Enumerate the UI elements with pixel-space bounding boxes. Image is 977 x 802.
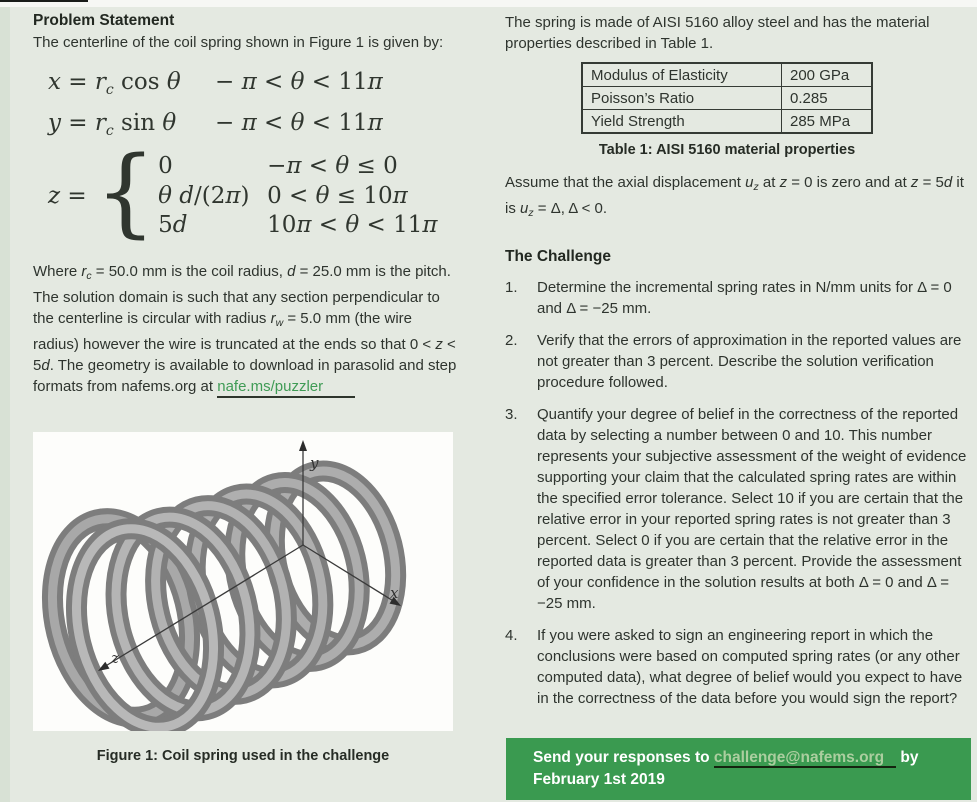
- text-run: c: [86, 269, 92, 282]
- intro-paragraph: The centerline of the coil spring shown in Figure 1 is given by:: [33, 34, 444, 51]
- page-edge-artifact: [0, 0, 88, 2]
- text-run: z: [779, 174, 788, 191]
- text-run: 0 <: [267, 182, 316, 209]
- problem-statement-heading: Problem Statement: [33, 12, 175, 29]
- equation-y-domain: [215, 107, 457, 148]
- text-run: π: [241, 110, 257, 136]
- text-run: π: [367, 69, 383, 95]
- page-left-strip: [0, 7, 10, 802]
- text-run: <: [256, 69, 291, 95]
- text-run: = 5.0 mm (the wire radius) however the wire is truncated at the ends so that 0 <: [33, 309, 436, 353]
- puzzler-link[interactable]: nafe.ms/puzzler: [217, 378, 355, 398]
- text-run: < 11: [359, 212, 423, 238]
- left-column: [33, 12, 457, 397]
- text-run: sin: [113, 110, 163, 136]
- z-axis-arrow: [98, 662, 110, 671]
- text-run: −: [267, 153, 287, 179]
- property-value-cell: 285 MPa: [782, 110, 873, 134]
- text-run: d: [41, 356, 50, 374]
- property-value-cell: 0.285: [782, 87, 873, 110]
- equation-z: z = { 0 −π < θ ≤ 0 θ d/(2π) 0 < θ ≤ 10π 5d 10π < θ < 11π: [48, 136, 438, 249]
- property-name-cell: Yield Strength: [582, 110, 782, 134]
- text-run: =: [60, 69, 95, 95]
- text-run: d: [179, 182, 194, 209]
- equation-x-domain: [215, 66, 457, 107]
- item-text: Verify that the errors of approximation in the reported values are not greater than 3 percent. Describe the solution verification procedure followed.: [537, 332, 962, 391]
- figure-caption: Figure 1: Coil spring used in the challenge: [96, 748, 390, 764]
- text-run: −: [215, 69, 242, 95]
- text-run: θ: [162, 110, 177, 136]
- text-run: c: [105, 123, 114, 139]
- text-run: d: [287, 262, 296, 280]
- challenge-item-1: [505, 277, 970, 319]
- z-case-value: [158, 182, 267, 212]
- challenge-email-link[interactable]: challenge@nafems.org: [714, 749, 896, 768]
- material-properties-table: [581, 62, 873, 134]
- table-row: [582, 110, 872, 134]
- text-run: θ: [290, 110, 305, 136]
- text-run: π: [367, 110, 383, 136]
- equation-z-cases: [158, 152, 437, 241]
- text-run: θ: [335, 153, 350, 179]
- text-run: /(2: [193, 182, 226, 209]
- y-axis-label: y: [310, 454, 319, 472]
- text-run: π: [241, 69, 257, 95]
- text-run: = 0 is zero and at: [787, 174, 911, 191]
- text-run: −: [215, 110, 242, 136]
- table-row: [582, 87, 872, 110]
- material-table-block: [581, 62, 873, 158]
- text-run: <: [256, 110, 291, 136]
- text-run: θ: [158, 182, 180, 209]
- spring-coils: [57, 458, 414, 731]
- right-column: [505, 12, 970, 709]
- property-name-cell: Poisson’s Ratio: [582, 87, 782, 110]
- z-case-cond: [267, 152, 437, 182]
- text-run: <: [311, 212, 346, 238]
- material-intro-paragraph: The spring is made of AISI 5160 alloy steel and has the material properties described in Table 1.: [505, 14, 930, 52]
- text-run: π: [422, 212, 438, 238]
- text-run: Assume that the axial displacement: [505, 174, 746, 191]
- item-text: Determine the incremental spring rates in N/mm units for Δ = 0 and Δ = −25 mm.: [537, 279, 952, 317]
- page-top-band: [0, 0, 977, 7]
- z-case-cond: [267, 211, 437, 241]
- equation-x: [48, 66, 457, 107]
- text-run: θ: [315, 182, 330, 209]
- text-run: r: [94, 110, 106, 136]
- responses-banner: [506, 738, 971, 800]
- text-run: r: [270, 309, 276, 327]
- text-run: < 5: [33, 335, 456, 374]
- text-run: < 11: [304, 69, 368, 95]
- text-run: at: [758, 174, 780, 191]
- table-caption: Table 1: AISI 5160 material properties: [598, 142, 856, 158]
- text-run: θ: [290, 69, 305, 95]
- text-run: r: [81, 262, 87, 280]
- text-run: = 25.0 mm is the pitch. The solution domain is such that any section perpendicular to the centerline is circular with radius: [33, 262, 451, 327]
- property-name-cell: Modulus of Elasticity: [582, 63, 782, 87]
- text-run: z: [910, 174, 919, 191]
- table-row: [582, 63, 872, 87]
- text-run: π: [286, 153, 302, 179]
- text-run: = Δ, Δ < 0.: [533, 200, 608, 217]
- text-run: by February 1st 2019: [533, 749, 919, 788]
- text-run: θ: [345, 212, 360, 238]
- text-run: = 50.0 mm is the coil radius,: [91, 262, 288, 280]
- where-paragraph: [33, 261, 457, 397]
- item-number: 1.: [505, 279, 518, 296]
- text-run: π: [296, 212, 312, 238]
- text-run: w: [275, 316, 284, 329]
- text-run: c: [105, 82, 114, 98]
- text-run: π: [225, 182, 241, 209]
- x-axis-label: x: [390, 584, 399, 602]
- item-number: 2.: [505, 332, 518, 349]
- coil-spring-illustration: [33, 432, 453, 731]
- item-text: If you were asked to sign an engineering report in which the conclusions were based on computed spring rates (or any other computed data), what degree of belief would you expect to have in the correctness of the data before you would sign the report?: [537, 627, 963, 707]
- text-run: <: [301, 153, 336, 179]
- text-run: < 11: [304, 110, 368, 136]
- centerline-equations: [48, 66, 457, 249]
- equation-z-lhs: [48, 183, 95, 209]
- z-case-value: [158, 152, 267, 182]
- assume-paragraph: [505, 172, 970, 224]
- text-run: y: [48, 110, 61, 136]
- z-case-value: [158, 211, 267, 241]
- z-axis-label: z: [111, 649, 119, 667]
- text-run: it is: [505, 174, 964, 217]
- text-run: z: [435, 335, 443, 353]
- challenge-item-3: [505, 404, 970, 614]
- text-run: 10: [267, 212, 297, 238]
- text-run: =: [61, 110, 95, 136]
- text-run: = 5: [918, 174, 944, 191]
- text-run: Where: [33, 262, 82, 280]
- text-run: x: [48, 69, 61, 95]
- text-run: z: [48, 183, 61, 210]
- text-run: cos: [113, 69, 167, 95]
- text-run: u: [745, 174, 754, 191]
- text-run: π: [392, 182, 408, 209]
- figure-1: [33, 432, 453, 731]
- y-axis-arrow: [299, 440, 307, 451]
- challenge-item-2: [505, 330, 970, 393]
- text-run: Send your responses to: [533, 749, 714, 766]
- item-text: Quantify your degree of belief in the correctness of the reported data by selecting a number between 0 and 10. This number represents your subjective assessment of the weight of evidence supporting your claim that the calculated spring rates are within the specified error tolerance. Select 10 if you are certain that the relative error in your reported spring rates is not greater than 3 percent. Select 0 if you are certain that the relative error in the reported data is greater than 3 percent. Provide the assessment of your confidence in the solution results at both Δ = 0 and Δ = −25 mm.: [537, 406, 967, 612]
- text-run: 5: [158, 212, 173, 238]
- text-run: d: [943, 174, 953, 191]
- item-number: 3.: [505, 406, 518, 423]
- challenge-heading: The Challenge: [505, 248, 611, 265]
- text-run: 0: [158, 153, 173, 179]
- item-number: 4.: [505, 627, 518, 644]
- z-case-cond: [267, 182, 437, 212]
- text-run: u: [520, 200, 529, 217]
- text-run: =: [60, 183, 87, 210]
- text-run: ≤ 10: [329, 182, 393, 209]
- text-run: r: [94, 69, 106, 95]
- text-run: θ: [166, 69, 181, 95]
- challenge-item-4: [505, 625, 970, 709]
- text-run: ≤ 0: [349, 153, 398, 179]
- text-run: z: [753, 181, 759, 193]
- text-run: ): [240, 182, 250, 209]
- text-run: z: [528, 207, 534, 219]
- equation-x-lhs: [48, 66, 215, 107]
- text-run: . The geometry is available to download in parasolid and step formats from nafems.org at: [33, 356, 457, 395]
- property-value-cell: 200 GPa: [782, 63, 873, 87]
- text-run: d: [172, 212, 188, 238]
